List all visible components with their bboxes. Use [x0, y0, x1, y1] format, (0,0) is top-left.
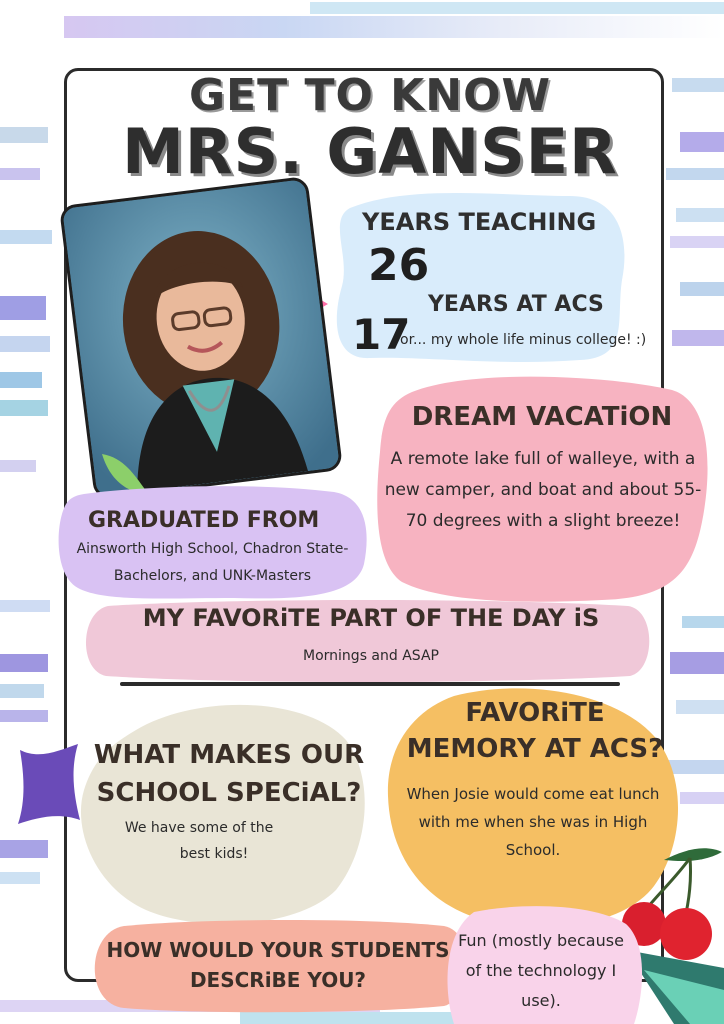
right-stripe — [676, 208, 724, 222]
right-stripe — [670, 236, 724, 248]
dream-vacation-heading: DREAM VACATiON — [411, 402, 673, 432]
school-special-blob — [76, 700, 370, 928]
left-stripe — [0, 372, 42, 388]
dream-vacation-text: A remote lake full of walleye, with a new camper, and boat and about 55-70 degrees with a slight breeze! — [384, 449, 702, 531]
left-stripe — [0, 654, 48, 672]
years-teaching-label: YEARS TEACHING — [362, 208, 597, 236]
left-stripe — [0, 684, 44, 698]
right-stripe — [680, 282, 724, 296]
right-stripe — [670, 652, 724, 674]
graduated-line-2: Bachelors, and UNK-Masters — [113, 568, 312, 584]
right-stripe — [680, 132, 724, 152]
left-stripe — [0, 230, 52, 244]
title-line-2: MRS. GANSER — [122, 115, 618, 188]
years-acs-value: 17 — [352, 310, 411, 359]
left-stripe — [0, 872, 40, 884]
purple-diamond-icon — [12, 740, 84, 826]
right-stripe — [672, 330, 724, 346]
left-stripe — [0, 710, 48, 722]
describe-heading-2: DESCRiBE YOU? — [189, 968, 367, 992]
school-special-line-2: best kids! — [179, 846, 249, 862]
title-line-1: GET TO KNOW — [188, 70, 552, 121]
favorite-memory-heading-2: MEMORY AT ACS? — [406, 734, 664, 764]
left-stripe — [0, 460, 36, 472]
right-stripe — [680, 792, 724, 804]
school-special-heading-1: WHAT MAKES OUR — [93, 740, 365, 770]
years-acs-note: or... my whole life minus college! :) — [400, 332, 647, 348]
graduated-heading: GRADUATED FROM — [88, 508, 320, 533]
left-stripe — [0, 336, 50, 352]
right-stripe — [682, 616, 724, 628]
left-stripe — [0, 296, 46, 320]
favorite-part-heading: MY FAVORiTE PART OF THE DAY iS — [142, 604, 600, 632]
favorite-memory-heading-1: FAVORiTE — [465, 698, 605, 728]
right-stripe — [672, 78, 724, 92]
years-teaching-value: 26 — [368, 240, 430, 291]
left-stripe — [0, 127, 48, 143]
left-stripe — [0, 168, 40, 180]
favorite-part-text: Mornings and ASAP — [303, 648, 439, 664]
left-stripe — [0, 600, 50, 612]
describe-answer: Fun (mostly because of the technology I use). — [458, 931, 624, 1010]
left-stripe — [0, 840, 48, 858]
school-special-heading-2: SCHOOL SPECiAL? — [96, 778, 362, 808]
favorite-memory-text: When Josie would come eat lunch with me when she was in High School. — [406, 785, 660, 859]
top-stripe-cyan — [310, 2, 724, 14]
graduated-line-1: Ainsworth High School, Chadron State- — [76, 541, 349, 557]
years-acs-label: YEARS AT ACS — [428, 292, 604, 317]
right-stripe — [666, 168, 724, 180]
top-stripe-gradient — [64, 16, 724, 38]
describe-heading-1: HOW WOULD YOUR STUDENTS — [106, 938, 450, 962]
school-special-line-1: We have some of the — [124, 820, 274, 836]
left-stripe — [0, 400, 48, 416]
describe-blob — [84, 918, 474, 1014]
